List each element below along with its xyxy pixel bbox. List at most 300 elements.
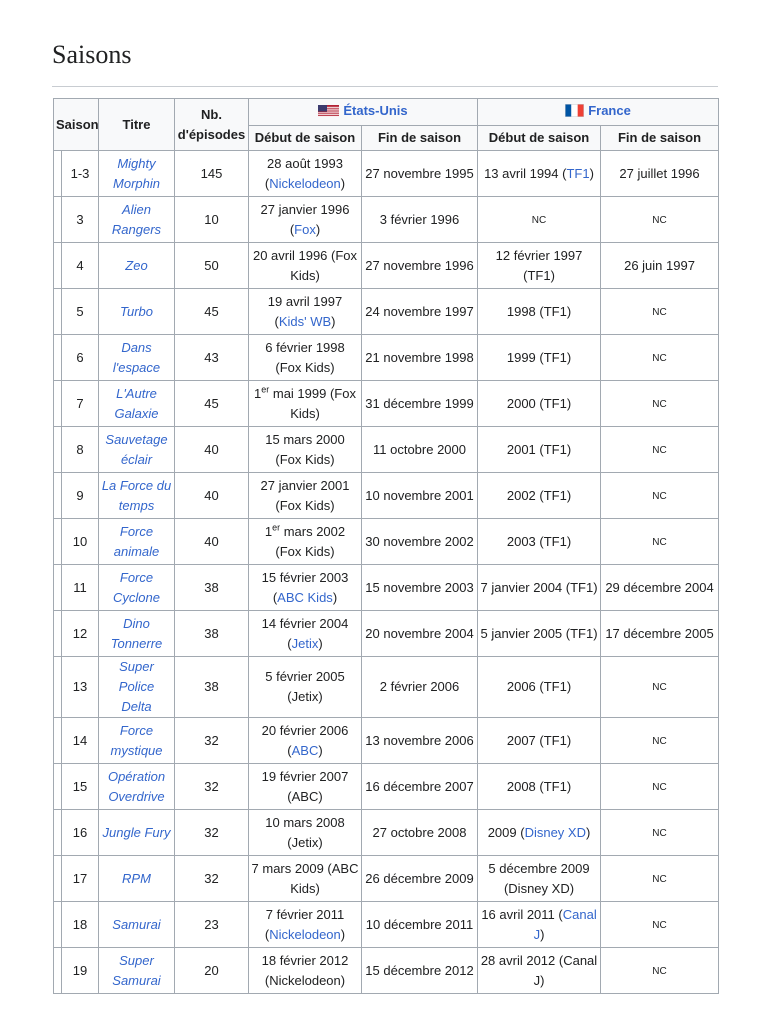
season-title	[99, 381, 175, 427]
season-number: 5	[62, 289, 99, 335]
cell-text: )	[331, 313, 336, 329]
table-row	[54, 856, 719, 902]
fr-start-date	[478, 657, 601, 718]
ordinal-suffix: er	[261, 384, 270, 395]
table-row	[54, 151, 719, 197]
table-row	[54, 289, 719, 335]
channel-link[interactable]: ABC	[291, 742, 319, 758]
season-title	[99, 335, 175, 381]
episode-count: 32	[175, 856, 249, 902]
header-episodes	[175, 99, 249, 151]
cell-text: 27 novembre 1995	[365, 165, 474, 181]
header-episodes-line2: d'épisodes	[177, 126, 246, 142]
france-link[interactable]: France	[588, 103, 631, 118]
cell-text: 26 décembre 2009	[365, 870, 474, 886]
fr-start-date	[478, 197, 601, 243]
season-color-cell	[54, 381, 62, 427]
fr-start-date	[478, 810, 601, 856]
us-start-date	[249, 473, 362, 519]
season-number: 18	[62, 902, 99, 948]
season-title	[99, 810, 175, 856]
cell-text: 7 mars 2009 (ABC	[251, 860, 359, 876]
us-end-date	[362, 718, 478, 764]
season-title	[99, 718, 175, 764]
cell-text: 21 novembre 1998	[365, 349, 474, 365]
season-color-cell	[54, 197, 62, 243]
fr-start-date	[478, 856, 601, 902]
cell-text: (Fox Kids)	[275, 543, 335, 559]
season-title	[99, 519, 175, 565]
fr-start-date	[478, 381, 601, 427]
episode-count: 40	[175, 519, 249, 565]
season-title	[99, 611, 175, 657]
table-row	[54, 948, 719, 994]
us-start-date	[249, 902, 362, 948]
us-end-date	[362, 657, 478, 718]
season-title-link[interactable]: temps	[118, 497, 155, 513]
season-title-link[interactable]: RPM	[122, 870, 151, 886]
season-title	[99, 151, 175, 197]
cell-text: 2001 (TF1)	[506, 441, 572, 457]
season-number: 4	[62, 243, 99, 289]
table-row	[54, 657, 719, 718]
cell-text: mai 1999 (Fox	[269, 385, 356, 401]
table-row	[54, 611, 719, 657]
episode-count: 38	[175, 611, 249, 657]
us-end-date	[362, 427, 478, 473]
cell-text: Kids)	[290, 405, 320, 421]
season-title-link[interactable]: mystique	[110, 742, 163, 758]
fr-end-date	[601, 473, 719, 519]
season-number: 3	[62, 197, 99, 243]
us-start-date	[249, 657, 362, 718]
cell-text: (Nickelodeon)	[264, 972, 346, 988]
cell-text: 27 janvier 2001	[260, 477, 350, 493]
cell-text: (Fox Kids)	[275, 359, 335, 375]
not-communicated: NC	[652, 352, 667, 364]
season-color-cell	[54, 427, 62, 473]
season-color-cell	[54, 611, 62, 657]
fr-end-date	[601, 427, 719, 473]
cell-text: 20 février 2006	[261, 722, 349, 738]
us-end-date	[362, 764, 478, 810]
fr-end-date	[601, 611, 719, 657]
cell-text: 15 mars 2000	[265, 431, 345, 447]
cell-text: )	[318, 635, 323, 651]
header-fr-end: Fin de saison	[601, 126, 719, 151]
season-number: 12	[62, 611, 99, 657]
channel-link[interactable]: Nickelodeon	[269, 926, 341, 942]
cell-text: )	[340, 175, 346, 191]
fr-end-date	[601, 381, 719, 427]
cell-text: 2009 (	[487, 824, 525, 840]
cell-text: 2006 (TF1)	[506, 679, 572, 694]
header-usa	[249, 99, 478, 126]
season-title	[99, 289, 175, 335]
table-row	[54, 902, 719, 948]
season-title	[99, 197, 175, 243]
not-communicated: NC	[531, 214, 547, 226]
season-title-link[interactable]: Mighty	[117, 155, 156, 171]
cell-text: 5 décembre 2009	[488, 860, 590, 876]
channel-link[interactable]: Fox	[294, 221, 316, 237]
header-season: Saison	[54, 99, 99, 151]
not-communicated: NC	[652, 827, 667, 839]
season-number: 17	[62, 856, 99, 902]
us-end-date	[362, 902, 478, 948]
cell-text: )	[332, 589, 338, 605]
season-color-cell	[54, 657, 62, 718]
cell-text: 20 avril 1996 (Fox	[252, 247, 358, 263]
cell-text: (	[264, 175, 270, 191]
season-title	[99, 657, 175, 718]
cell-text: )	[318, 742, 323, 758]
season-title	[99, 948, 175, 994]
fr-start-date	[478, 289, 601, 335]
table-row	[54, 427, 719, 473]
cell-text: 1	[254, 385, 262, 401]
season-title-link[interactable]: Turbo	[120, 303, 153, 319]
season-number: 11	[62, 565, 99, 611]
us-end-date	[362, 473, 478, 519]
channel-link[interactable]: Jetix	[291, 635, 319, 651]
cell-text: 18 février 2012	[261, 952, 349, 968]
cell-text: 11 octobre 2000	[373, 441, 466, 457]
cell-text: 3 février 1996	[379, 211, 460, 227]
us-start-date	[249, 565, 362, 611]
cell-text: 1999 (TF1)	[506, 349, 572, 365]
episode-count: 50	[175, 243, 249, 289]
episode-count: 20	[175, 948, 249, 994]
table-row	[54, 243, 719, 289]
cell-text: 17 décembre 2005	[605, 625, 714, 641]
cell-text: (Fox Kids)	[275, 451, 335, 467]
fr-end-date	[601, 764, 719, 810]
season-title-link[interactable]: Morphin	[113, 175, 160, 191]
season-title-link[interactable]: L'Autre	[116, 385, 157, 401]
cell-text: 10 novembre 2001	[365, 487, 474, 503]
cell-text: 28 avril 2012 (Canal	[480, 952, 598, 968]
season-title-link[interactable]: Jungle Fury	[102, 824, 171, 840]
season-number: 8	[62, 427, 99, 473]
us-start-date	[249, 718, 362, 764]
channel-link[interactable]: Kids' WB	[278, 313, 332, 329]
cell-text: 27 novembre 1996	[365, 257, 474, 273]
cell-text: 13 novembre 2006	[365, 732, 474, 748]
season-title	[99, 427, 175, 473]
cell-text: 27 juillet 1996	[619, 165, 700, 181]
fr-start-date	[478, 611, 601, 657]
not-communicated: NC	[652, 214, 667, 226]
cell-text: (Disney XD)	[503, 880, 575, 896]
fr-start-date	[478, 519, 601, 565]
usa-link[interactable]: États-Unis	[343, 103, 408, 118]
season-title-link[interactable]: Force	[119, 722, 154, 738]
season-number: 13	[62, 657, 99, 718]
us-end-date	[362, 565, 478, 611]
season-color-cell	[54, 718, 62, 764]
fr-start-date	[478, 902, 601, 948]
cell-text: )	[589, 165, 594, 181]
header-fr-start: Début de saison	[478, 126, 601, 151]
not-communicated: NC	[652, 735, 667, 747]
cell-text: (TF1)	[523, 267, 555, 283]
cell-text: 2 février 2006	[379, 679, 460, 694]
not-communicated: NC	[652, 965, 667, 977]
fr-end-date	[601, 948, 719, 994]
season-color-cell	[54, 473, 62, 519]
season-title-link[interactable]: Super Police	[118, 659, 155, 694]
episode-count: 32	[175, 810, 249, 856]
cell-text: Kids)	[290, 880, 320, 896]
us-start-date	[249, 764, 362, 810]
us-flag-icon	[318, 103, 339, 123]
season-title	[99, 565, 175, 611]
channel-link[interactable]: ABC Kids	[277, 589, 333, 605]
cell-text: (Jetix)	[287, 834, 323, 850]
us-end-date	[362, 335, 478, 381]
season-title	[99, 473, 175, 519]
season-title-link[interactable]: La Force du	[101, 477, 172, 493]
fr-start-date	[478, 473, 601, 519]
season-number: 19	[62, 948, 99, 994]
seasons-table	[53, 98, 719, 994]
us-end-date	[362, 381, 478, 427]
cell-text: 27 octobre 2008	[372, 824, 467, 840]
france-flag-icon	[565, 103, 584, 123]
ordinal-suffix: er	[272, 522, 281, 533]
cell-text: 15 décembre 2012	[365, 962, 474, 978]
season-title-link[interactable]: Opération	[107, 768, 166, 784]
cell-text: 2008 (TF1)	[506, 778, 572, 794]
season-color-cell	[54, 948, 62, 994]
us-end-date	[362, 948, 478, 994]
season-title	[99, 764, 175, 810]
cell-text: 5 février 2005	[265, 669, 345, 684]
cell-text: )	[540, 926, 545, 942]
cell-text: 12 février 1997	[495, 247, 583, 263]
episode-count: 23	[175, 902, 249, 948]
cell-text: 16 décembre 2007	[365, 778, 474, 794]
episode-count: 40	[175, 427, 249, 473]
season-number: 9	[62, 473, 99, 519]
season-title-link[interactable]: Force	[119, 569, 154, 585]
cell-text: 16 avril 2011 (	[481, 906, 563, 922]
season-color-cell	[54, 289, 62, 335]
cell-text: )	[340, 926, 346, 942]
season-color-cell	[54, 764, 62, 810]
us-start-date	[249, 381, 362, 427]
cell-text: Kids)	[290, 267, 320, 283]
episode-count: 40	[175, 473, 249, 519]
episode-count: 38	[175, 565, 249, 611]
us-end-date	[362, 810, 478, 856]
table-row	[54, 381, 719, 427]
season-title-link[interactable]: Cyclone	[113, 589, 160, 605]
fr-start-date	[478, 427, 601, 473]
us-start-date	[249, 151, 362, 197]
us-start-date	[249, 810, 362, 856]
episode-count: 43	[175, 335, 249, 381]
us-start-date	[249, 856, 362, 902]
season-color-cell	[54, 902, 62, 948]
cell-text: 2003 (TF1)	[506, 533, 572, 549]
fr-end-date	[601, 197, 719, 243]
fr-end-date	[601, 810, 719, 856]
table-row	[54, 473, 719, 519]
season-number: 6	[62, 335, 99, 381]
episode-count: 32	[175, 764, 249, 810]
us-end-date	[362, 243, 478, 289]
season-title-link[interactable]: Overdrive	[108, 788, 165, 804]
cell-text: 24 novembre 1997	[365, 303, 474, 319]
season-number: 15	[62, 764, 99, 810]
episode-count: 145	[175, 151, 249, 197]
table-row	[54, 197, 719, 243]
us-end-date	[362, 197, 478, 243]
cell-text: 2000 (TF1)	[506, 395, 572, 411]
cell-text: 20 novembre 2004	[365, 625, 474, 641]
season-title	[99, 856, 175, 902]
cell-text: 5 janvier 2005 (TF1)	[480, 625, 598, 641]
table-row	[54, 764, 719, 810]
season-title-link[interactable]: éclair	[120, 451, 153, 467]
not-communicated: NC	[652, 919, 667, 931]
fr-start-date	[478, 243, 601, 289]
fr-start-date	[478, 948, 601, 994]
us-start-date	[249, 611, 362, 657]
season-title-link[interactable]: l'espace	[112, 359, 161, 375]
cell-text: )	[585, 824, 591, 840]
fr-start-date	[478, 764, 601, 810]
cell-text: mars 2002	[280, 523, 346, 539]
episode-count: 32	[175, 718, 249, 764]
not-communicated: NC	[652, 398, 667, 410]
cell-text: 1998 (TF1)	[506, 303, 572, 319]
cell-text: (Fox Kids)	[275, 497, 335, 513]
fr-end-date	[601, 335, 719, 381]
season-color-cell	[54, 856, 62, 902]
season-number: 1-3	[62, 151, 99, 197]
cell-text: 6 février 1998	[265, 339, 345, 355]
episode-count: 45	[175, 381, 249, 427]
season-title-link[interactable]: Delta	[121, 699, 152, 714]
not-communicated: NC	[652, 781, 667, 793]
season-title-link[interactable]: Tonnerre	[110, 635, 163, 651]
fr-end-date	[601, 243, 719, 289]
season-title-link[interactable]: Sauvetage	[105, 431, 168, 447]
cell-text: 27 janvier 1996	[260, 201, 350, 217]
header-france	[478, 99, 719, 126]
us-end-date	[362, 289, 478, 335]
not-communicated: NC	[652, 682, 667, 693]
season-title-link[interactable]: Galaxie	[114, 405, 159, 421]
cell-text: 13 avril 1994 (	[484, 165, 567, 181]
episode-count: 10	[175, 197, 249, 243]
header-episodes-line1: Nb.	[201, 106, 222, 122]
channel-link[interactable]: Nickelodeon	[269, 175, 341, 191]
cell-text: (ABC)	[287, 788, 323, 804]
table-row	[54, 335, 719, 381]
season-number: 16	[62, 810, 99, 856]
episode-count: 38	[175, 657, 249, 718]
us-end-date	[362, 611, 478, 657]
season-color-cell	[54, 519, 62, 565]
table-row	[54, 810, 719, 856]
us-start-date	[249, 243, 362, 289]
season-color-cell	[54, 243, 62, 289]
table-row	[54, 718, 719, 764]
season-title	[99, 243, 175, 289]
fr-start-date	[478, 335, 601, 381]
season-color-cell	[54, 810, 62, 856]
cell-text: (	[264, 926, 270, 942]
header-us-end: Fin de saison	[362, 126, 478, 151]
cell-text: (	[287, 635, 292, 651]
channel-link[interactable]: Disney XD	[524, 824, 586, 840]
cell-text: 10 décembre 2011	[365, 916, 474, 932]
not-communicated: NC	[652, 873, 667, 885]
cell-text: 1	[264, 523, 273, 539]
season-title-link[interactable]: Samurai	[112, 916, 161, 932]
table-row	[54, 519, 719, 565]
episode-count: 45	[175, 289, 249, 335]
channel-link[interactable]: Canal	[562, 906, 597, 922]
cell-text: )	[315, 221, 321, 237]
season-number: 14	[62, 718, 99, 764]
season-color-cell	[54, 335, 62, 381]
season-title-link[interactable]: Zeo	[125, 257, 148, 273]
cell-text: J)	[533, 972, 545, 988]
fr-start-date	[478, 151, 601, 197]
season-title-link[interactable]: Rangers	[111, 221, 162, 237]
season-title-link[interactable]: Dino	[123, 615, 150, 631]
season-title-link[interactable]: Alien	[122, 201, 151, 217]
us-end-date	[362, 151, 478, 197]
table-row	[54, 565, 719, 611]
fr-end-date	[601, 289, 719, 335]
fr-end-date	[601, 565, 719, 611]
not-communicated: NC	[652, 536, 667, 548]
season-title-link[interactable]: Super	[119, 952, 154, 968]
cell-text: 15 novembre 2003	[365, 579, 474, 595]
cell-text: 10 mars 2008	[265, 814, 345, 830]
cell-text: (	[272, 589, 278, 605]
cell-text: 28 août 1993	[267, 155, 343, 171]
season-title-link[interactable]: animale	[113, 543, 160, 559]
us-start-date	[249, 427, 362, 473]
us-start-date	[249, 289, 362, 335]
page-title: Saisons	[52, 40, 132, 69]
fr-end-date	[601, 856, 719, 902]
cell-text: 2007 (TF1)	[506, 732, 572, 748]
season-title-link[interactable]: Force	[119, 523, 154, 539]
season-title-link[interactable]: Dans	[121, 339, 152, 355]
not-communicated: NC	[652, 444, 667, 456]
channel-link[interactable]: TF1	[566, 165, 590, 181]
cell-text: 7 février 2011	[265, 906, 345, 922]
season-title-link[interactable]: Samurai	[112, 972, 161, 988]
cell-text: 26 juin 1997	[624, 257, 695, 273]
channel-link[interactable]: J	[533, 926, 541, 942]
cell-text: 30 novembre 2002	[365, 533, 474, 549]
seasons-table-body	[54, 151, 719, 994]
season-number: 10	[62, 519, 99, 565]
fr-end-date	[601, 657, 719, 718]
fr-start-date	[478, 718, 601, 764]
us-end-date	[362, 856, 478, 902]
cell-text: (	[289, 221, 295, 237]
